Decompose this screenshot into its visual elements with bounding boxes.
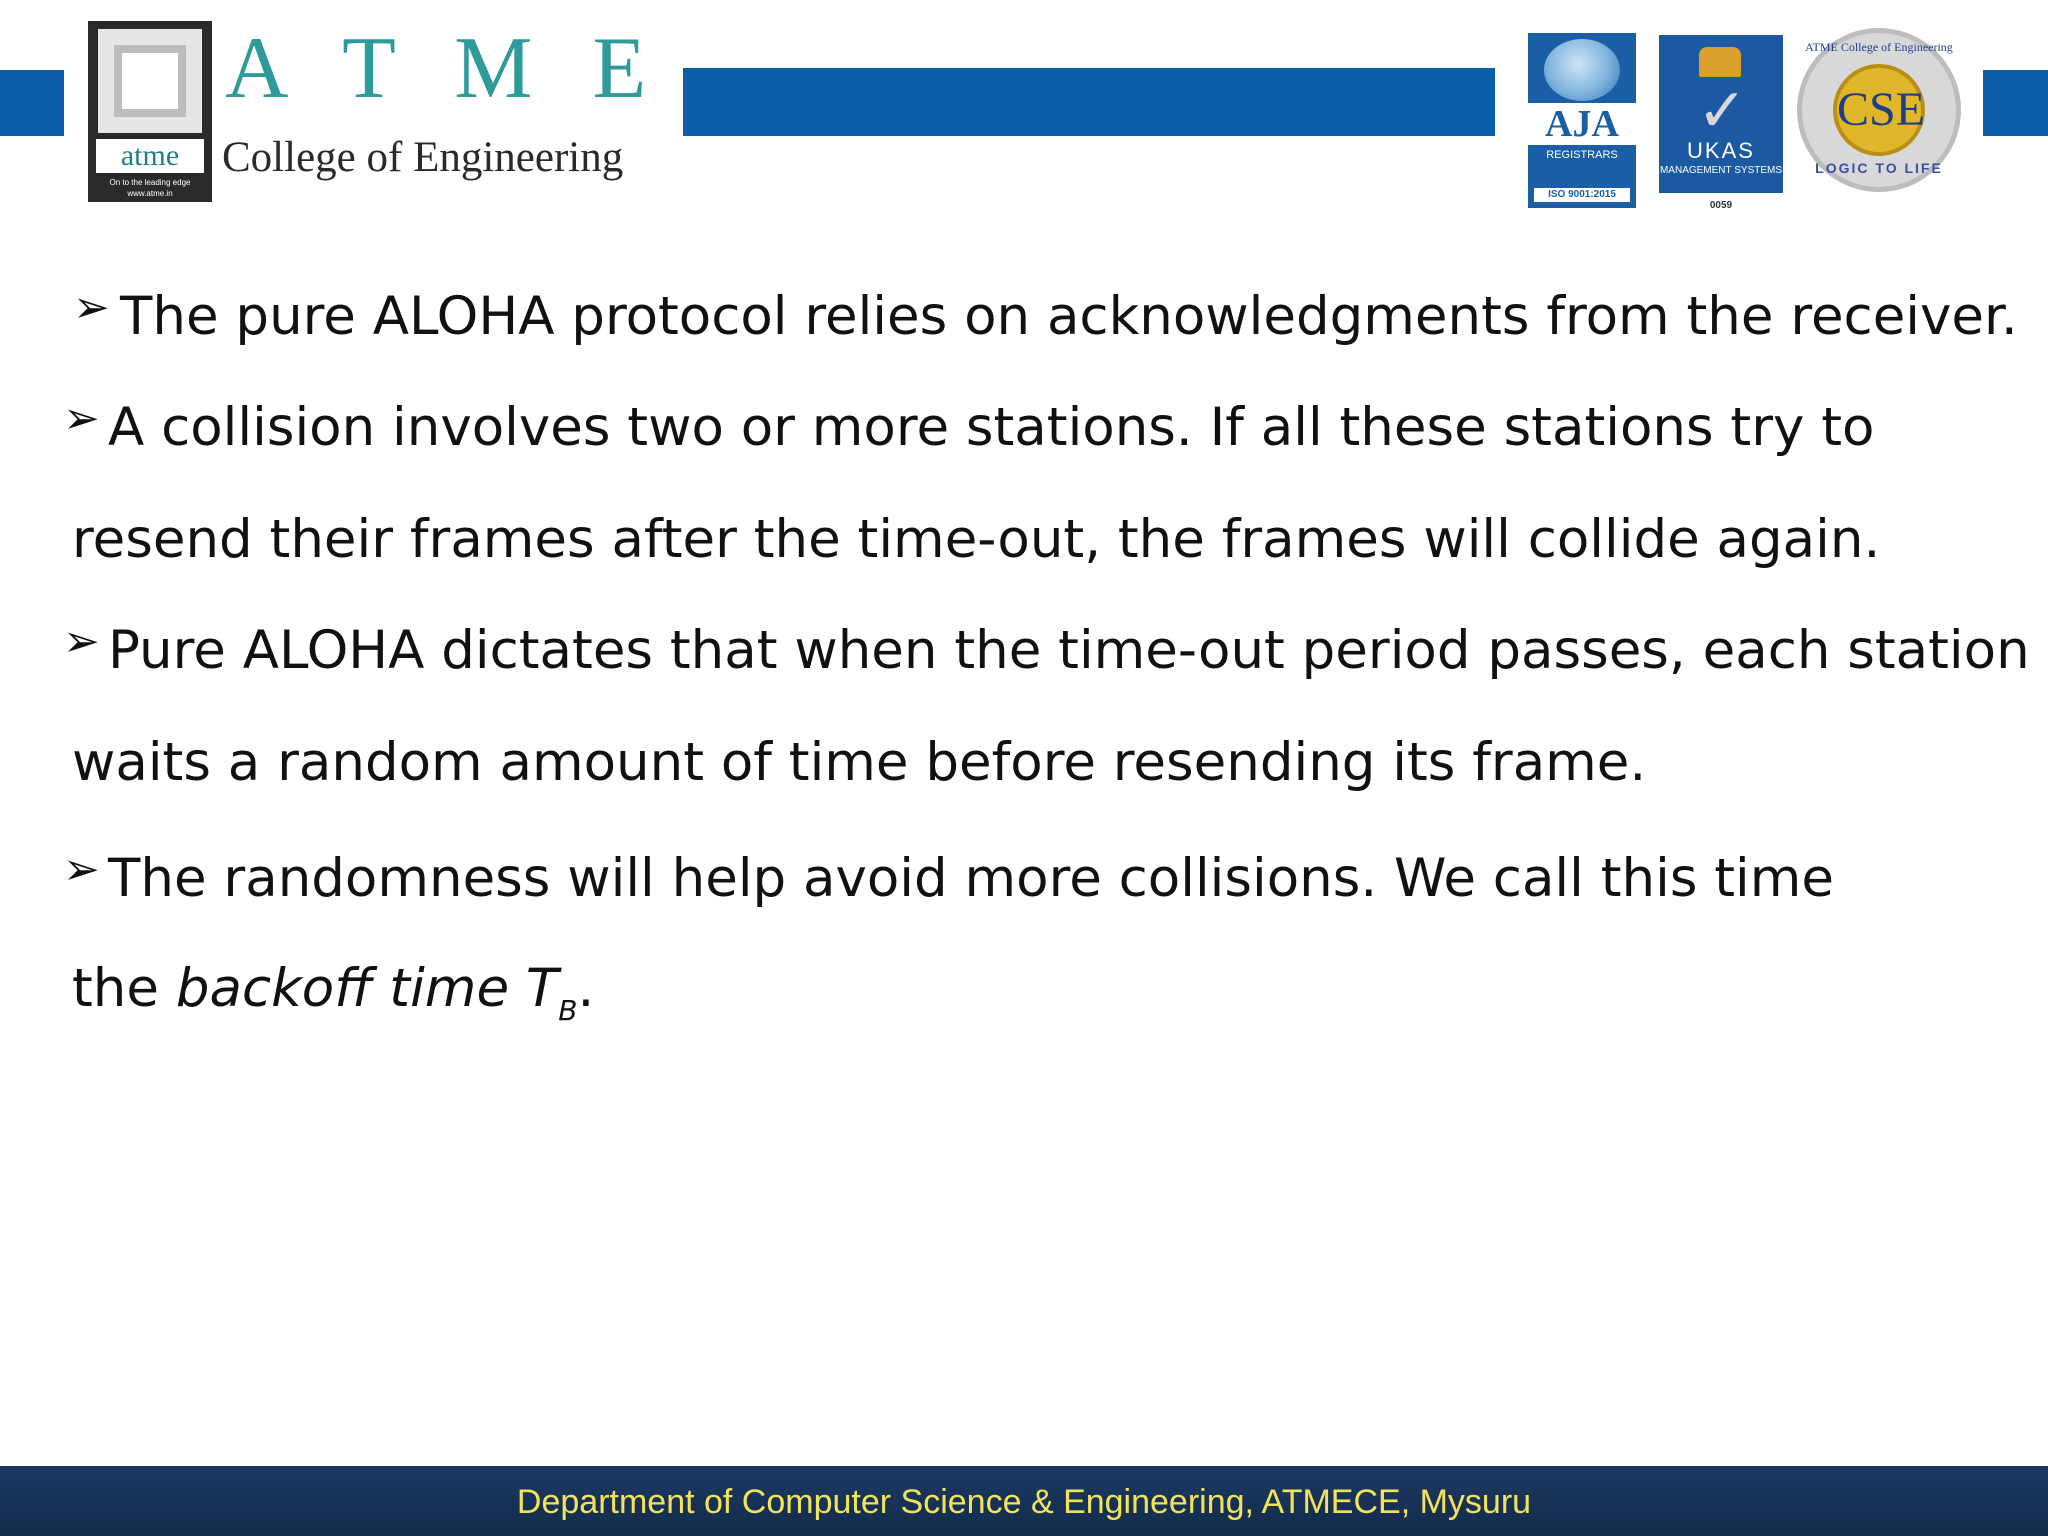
ukas-badge — [1659, 35, 1783, 193]
atme-logo — [88, 21, 212, 202]
backoff-time-term: backoff time T — [175, 958, 559, 1019]
aja-badge — [1528, 33, 1636, 208]
atme-logo-tagline: On to the leading edge www.atme.in — [109, 178, 191, 198]
cse-ring-bottom: LOGIC TO LIFE — [1815, 160, 1943, 176]
bullet-4-line-1: The randomness will help avoid more collisions. We call this time — [108, 848, 1835, 909]
header-bar-middle — [683, 68, 1495, 136]
aja-title: AJA — [1528, 103, 1636, 145]
cse-seal-center-icon — [1837, 68, 1926, 152]
bullet-arrow-icon: ➢ — [63, 617, 100, 666]
bullet-4-line-2 — [72, 957, 594, 1029]
college-name: College of Engineering — [222, 134, 624, 181]
ukas-subtitle: MANAGEMENT SYSTEMS — [1659, 165, 1783, 176]
bullet-4-suffix: . — [577, 958, 595, 1019]
bullet-1: The pure ALOHA protocol relies on acknowledgments from the receiver. — [120, 286, 2018, 347]
atme-logo-frame-icon — [98, 29, 202, 133]
cse-title: CSE — [1837, 83, 1926, 136]
header-bar-right — [1983, 70, 2048, 136]
bullet-3-line-1: Pure ALOHA dictates that when the time-out period passes, each station — [108, 620, 2030, 681]
ukas-title: UKAS — [1687, 138, 1755, 163]
cse-seal — [1797, 28, 1961, 192]
aja-subtitle: REGISTRARS — [1546, 149, 1618, 161]
footer-text: Department of Computer Science & Engineering, ATMECE, Mysuru — [516, 1483, 1532, 1521]
footer-bar — [0, 1466, 2048, 1536]
bullet-arrow-icon: ➢ — [63, 845, 100, 894]
ukas-number: 0059 — [1709, 200, 1733, 211]
crown-icon — [1699, 47, 1741, 77]
atme-letters: A T M E — [225, 20, 647, 117]
atme-logo-word: atme — [96, 139, 204, 173]
checkmark-icon: ✓ — [1697, 77, 1748, 144]
bullet-4-prefix: the — [72, 958, 176, 1019]
bullet-arrow-icon: ➢ — [63, 394, 100, 443]
bullet-3-line-2: waits a random amount of time before resending its frame. — [72, 732, 1647, 793]
backoff-subscript: B — [558, 994, 578, 1027]
bullet-2-line-2: resend their frames after the time-out, the frames will collide again. — [72, 509, 1881, 570]
globe-icon — [1544, 39, 1620, 101]
cse-ring-top: ATME College of Engineering — [1805, 40, 1953, 54]
header-bar-left — [0, 70, 64, 136]
bullet-2-line-1: A collision involves two or more stations. If all these stations try to — [108, 397, 1875, 458]
aja-iso: ISO 9001:2015 — [1534, 188, 1630, 202]
bullet-arrow-icon: ➢ — [73, 283, 110, 332]
